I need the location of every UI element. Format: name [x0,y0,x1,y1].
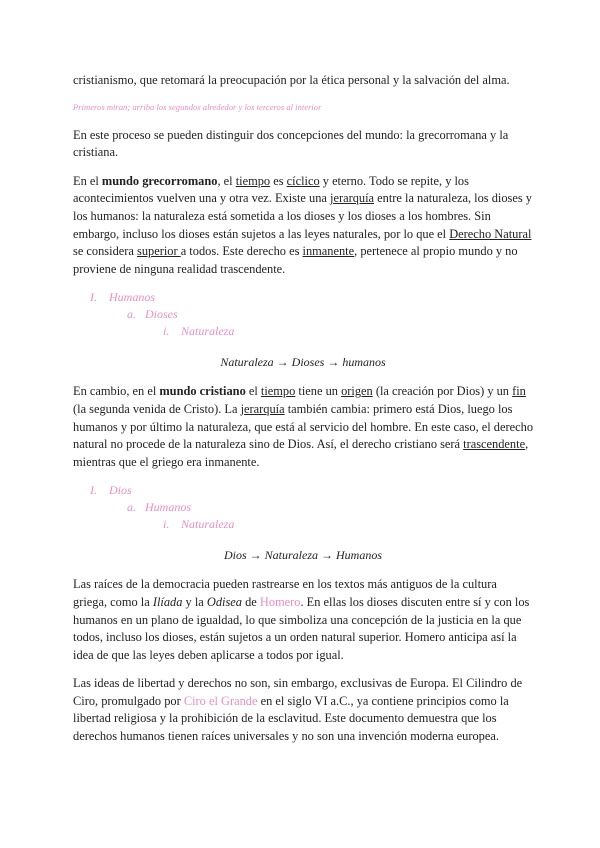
term-jerarquia: jerarquía [330,191,375,206]
highlight-homero: Homero [259,594,301,609]
margin-note: Primeros miran; arriba los segundos alrededor y los terceros al interior [73,101,322,112]
list-item: i. Naturaleza [163,517,235,532]
term-mundo-grecorromano: mundo grecorromano [101,173,218,188]
hierarchy-list-greco-roman [73,289,533,340]
paragraph-homer: Las raíces de la democracia pueden rastrearse en los textos más antiguos de la cultura griega, como la Ilíada y la Odisea de Homero. En ellas los dioses discuten entre sí y con los humanos en un plano de igualdad, lo que simboliza una concepción de la justicia en la que todos, incluso los dioses, están sujetos a un orden natural superior. Homero anticipa así la idea de que las leyes deben aplicarse a todos por igual. [73,577,530,662]
term-origen: origen [341,384,373,399]
paragraph-christian: En cambio, en el mundo cristiano el tiempo tiene un origen (la creación por Dios) y un fin (la segunda venida de Cristo). La jerarquía también cambia: primero está Dios, luego los humanos y por último la naturaleza, que está al servicio del hombre. En este caso, el derecho natural no procede de la naturaleza sino de Dios. Así, el derecho cristiano será trascendente, mientras que el griego era inmanente. [73,384,534,469]
title-odisea: Odisea [206,594,242,609]
term-trascendente: trascendente [463,437,526,452]
list-item: I. Dios [90,483,132,498]
term-tiempo: tiempo [260,384,296,399]
paragraph-cyrus: Las ideas de libertad y derechos no son, sin embargo, exclusivas de Europa. El Cilindro de Ciro, promulgado por Ciro el Grande en el siglo VI a.C., ya contiene principios como la libertad religiosa y la prohibición de la esclavitud. Este documento demuestra que los derechos humanos tienen raíces universales y no son una invención moderna europea. [73,676,523,744]
term-tiempo: tiempo [235,173,271,188]
formula-christian: Dios → Naturaleza → Humanos [223,548,382,563]
list-item: a. Dioses [127,307,178,322]
term-inmanente: inmanente [302,244,355,259]
paragraph-intro: cristianismo, que retomará la preocupación por la ética personal y la salvación del alma. [73,73,510,87]
list-item: a. Humanos [127,500,192,515]
highlight-ciro-el-grande: Ciro el Grande [183,693,258,708]
hierarchy-list-christian [73,482,533,533]
term-fin: fin [512,384,526,399]
paragraph-two-conceptions: En este proceso se pueden distinguir dos concepciones del mundo: la grecorromana y la cristiana. [73,127,509,160]
title-iliada: Ilíada [152,594,183,609]
document-page [73,72,533,757]
list-item: i. Naturaleza [163,324,235,339]
list-item: I. Humanos [90,290,156,305]
term-mundo-cristiano: mundo cristiano [159,384,246,399]
term-jerarquia: jerarquía [240,401,285,416]
paragraph-greco-roman: En el mundo grecorromano, el tiempo es cíclico y eterno. Todo se repite, y los acontecimientos vuelven una y otra vez. Existe una jerarquía entre la naturaleza, los dioses y los humanos: la naturaleza está sometida a los dioses y los dioses a los hombres. Sin embargo, incluso los dioses están sujetos a las leyes naturales, por lo que el Derecho Natural se considera superior a todos. Este derecho es inmanente, pertenece al propio mundo y no proviene de ninguna realidad trascendente. [73,173,532,276]
term-superior: superior [137,244,181,259]
formula-greco-roman: Naturaleza → Dioses → humanos [220,355,386,370]
term-derecho-natural: Derecho Natural [449,226,532,241]
term-ciclico: cíclico [286,173,320,188]
